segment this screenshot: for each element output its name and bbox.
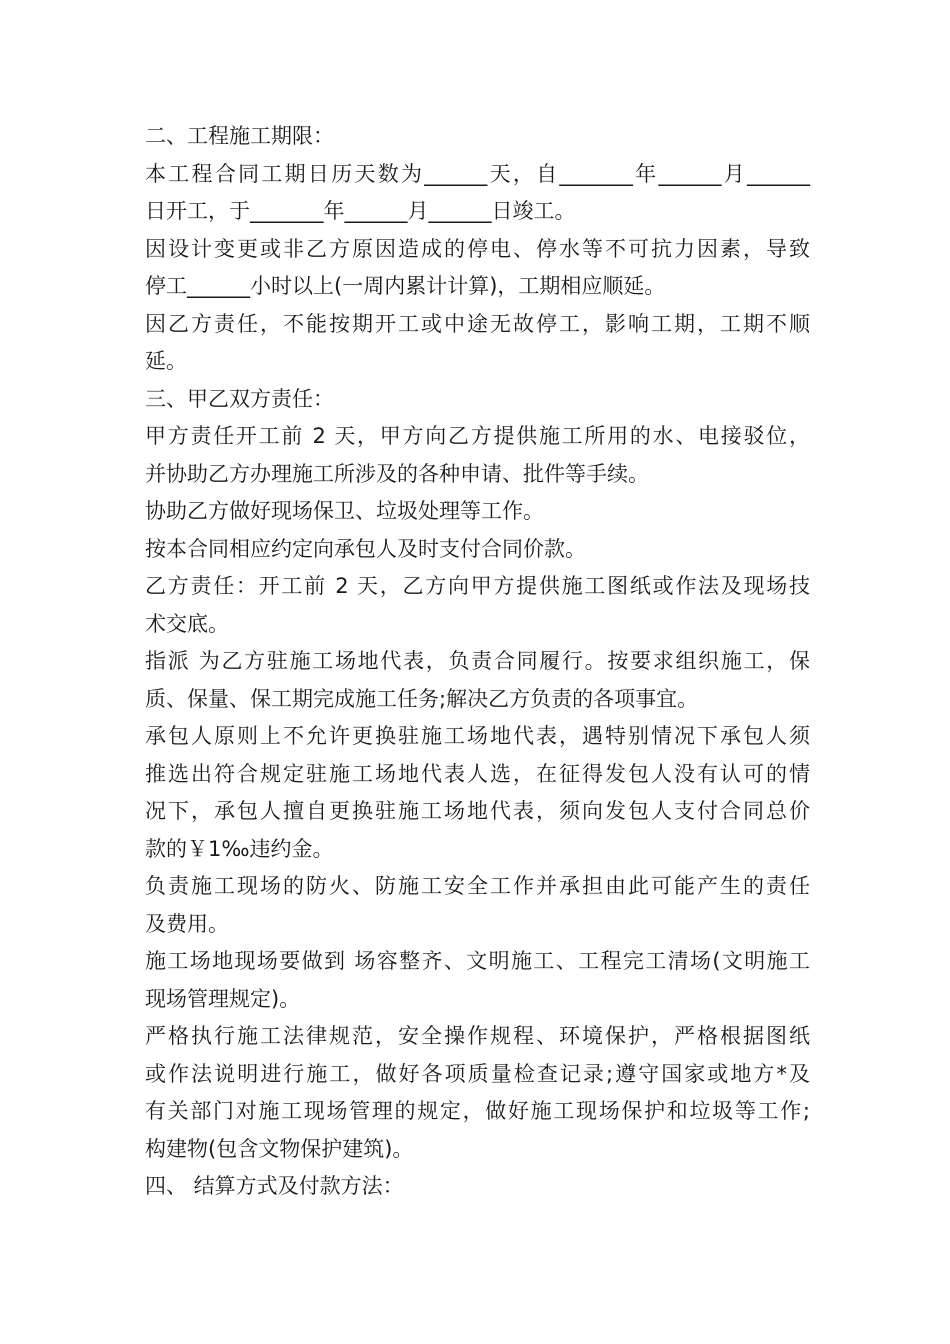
text-line: 况下，承包人擅自更换驻施工场地代表，须向发包人支付合同总价 bbox=[145, 799, 810, 823]
paragraph bbox=[145, 1018, 810, 1168]
paragraph bbox=[145, 868, 810, 943]
paragraph bbox=[145, 718, 810, 868]
text-line: 术交底。 bbox=[145, 611, 229, 636]
paragraph bbox=[145, 381, 810, 419]
text-line: 因设计变更或非乙方原因造成的停电、停水等不可抗力因素，导致 bbox=[145, 236, 810, 261]
text-line: 协助乙方做好现场保卫、垃圾处理等工作。 bbox=[145, 499, 544, 523]
paragraph bbox=[145, 306, 810, 381]
text-line: 严格执行施工法律规范，安全操作规程、环境保护，严格根据图纸 bbox=[145, 1024, 810, 1048]
text-line: 承包人原则上不允许更换驻施工场地代表，遇特别情况下承包人须 bbox=[145, 724, 810, 748]
text-line: 推选出符合规定驻施工场地代表人选，在征得发包人没有认可的情 bbox=[145, 761, 810, 786]
text-line: 乙方责任：开工前 2 天，乙方向甲方提供施工图纸或作法及现场技 bbox=[145, 574, 810, 598]
text-line: 延。 bbox=[145, 349, 187, 373]
text-line: 并协助乙方办理施工所涉及的各种申请、批件等手续。 bbox=[145, 461, 649, 486]
paragraph bbox=[145, 418, 810, 493]
text-line: 施工场地现场要做到 场容整齐、文明施工、工程完工清场(文明施工 bbox=[145, 949, 810, 973]
text-line: 现场管理规定)。 bbox=[145, 986, 301, 1011]
text-line: 有关部门对施工现场管理的规定，做好施工现场保护和垃圾等工作; bbox=[145, 1099, 810, 1123]
paragraph bbox=[145, 643, 810, 718]
text-line: 甲方责任开工前 2 天，甲方向乙方提供施工所用的水、电接驳位， bbox=[145, 424, 810, 448]
paragraph bbox=[145, 531, 810, 569]
paragraph bbox=[145, 1168, 810, 1206]
text-line: 及费用。 bbox=[145, 911, 229, 936]
text-line: 或作法说明进行施工，做好各项质量检查记录;遵守国家或地方*及 bbox=[145, 1061, 810, 1086]
text-line: 指派 为乙方驻施工场地代表，负责合同履行。按要求组织施工，保 bbox=[145, 649, 810, 673]
text-line: 本工程合同工期日历天数为______天，自_______年______月______ bbox=[145, 161, 810, 186]
text-line: 停工______小时以上(一周内累计计算)，工期相应顺延。 bbox=[145, 274, 666, 298]
text-line: 四、 结算方式及付款方法： bbox=[145, 1174, 404, 1198]
text-line: 日开工，于_______年______月______日竣工。 bbox=[145, 199, 576, 223]
document-body bbox=[145, 118, 810, 1206]
paragraph bbox=[145, 568, 810, 643]
paragraph bbox=[145, 493, 810, 531]
text-line: 负责施工现场的防火、防施工安全工作并承担由此可能产生的责任 bbox=[145, 874, 810, 898]
text-line: 按本合同相应约定向承包人及时支付合同价款。 bbox=[145, 536, 586, 561]
text-line: 三、甲乙双方责任： bbox=[145, 386, 334, 411]
paragraph bbox=[145, 231, 810, 306]
paragraph bbox=[145, 118, 810, 156]
text-line: 构建物(包含文物保护建筑)。 bbox=[145, 1136, 414, 1161]
text-line: 二、工程施工期限： bbox=[145, 124, 334, 148]
text-line: 因乙方责任，不能按期开工或中途无故停工，影响工期，工期不顺 bbox=[145, 311, 810, 336]
text-line: 质、保量、保工期完成施工任务;解决乙方负责的各项事宜。 bbox=[145, 686, 699, 711]
paragraph bbox=[145, 943, 810, 1018]
text-line: 款的￥1‰违约金。 bbox=[145, 836, 334, 861]
paragraph bbox=[145, 156, 810, 231]
